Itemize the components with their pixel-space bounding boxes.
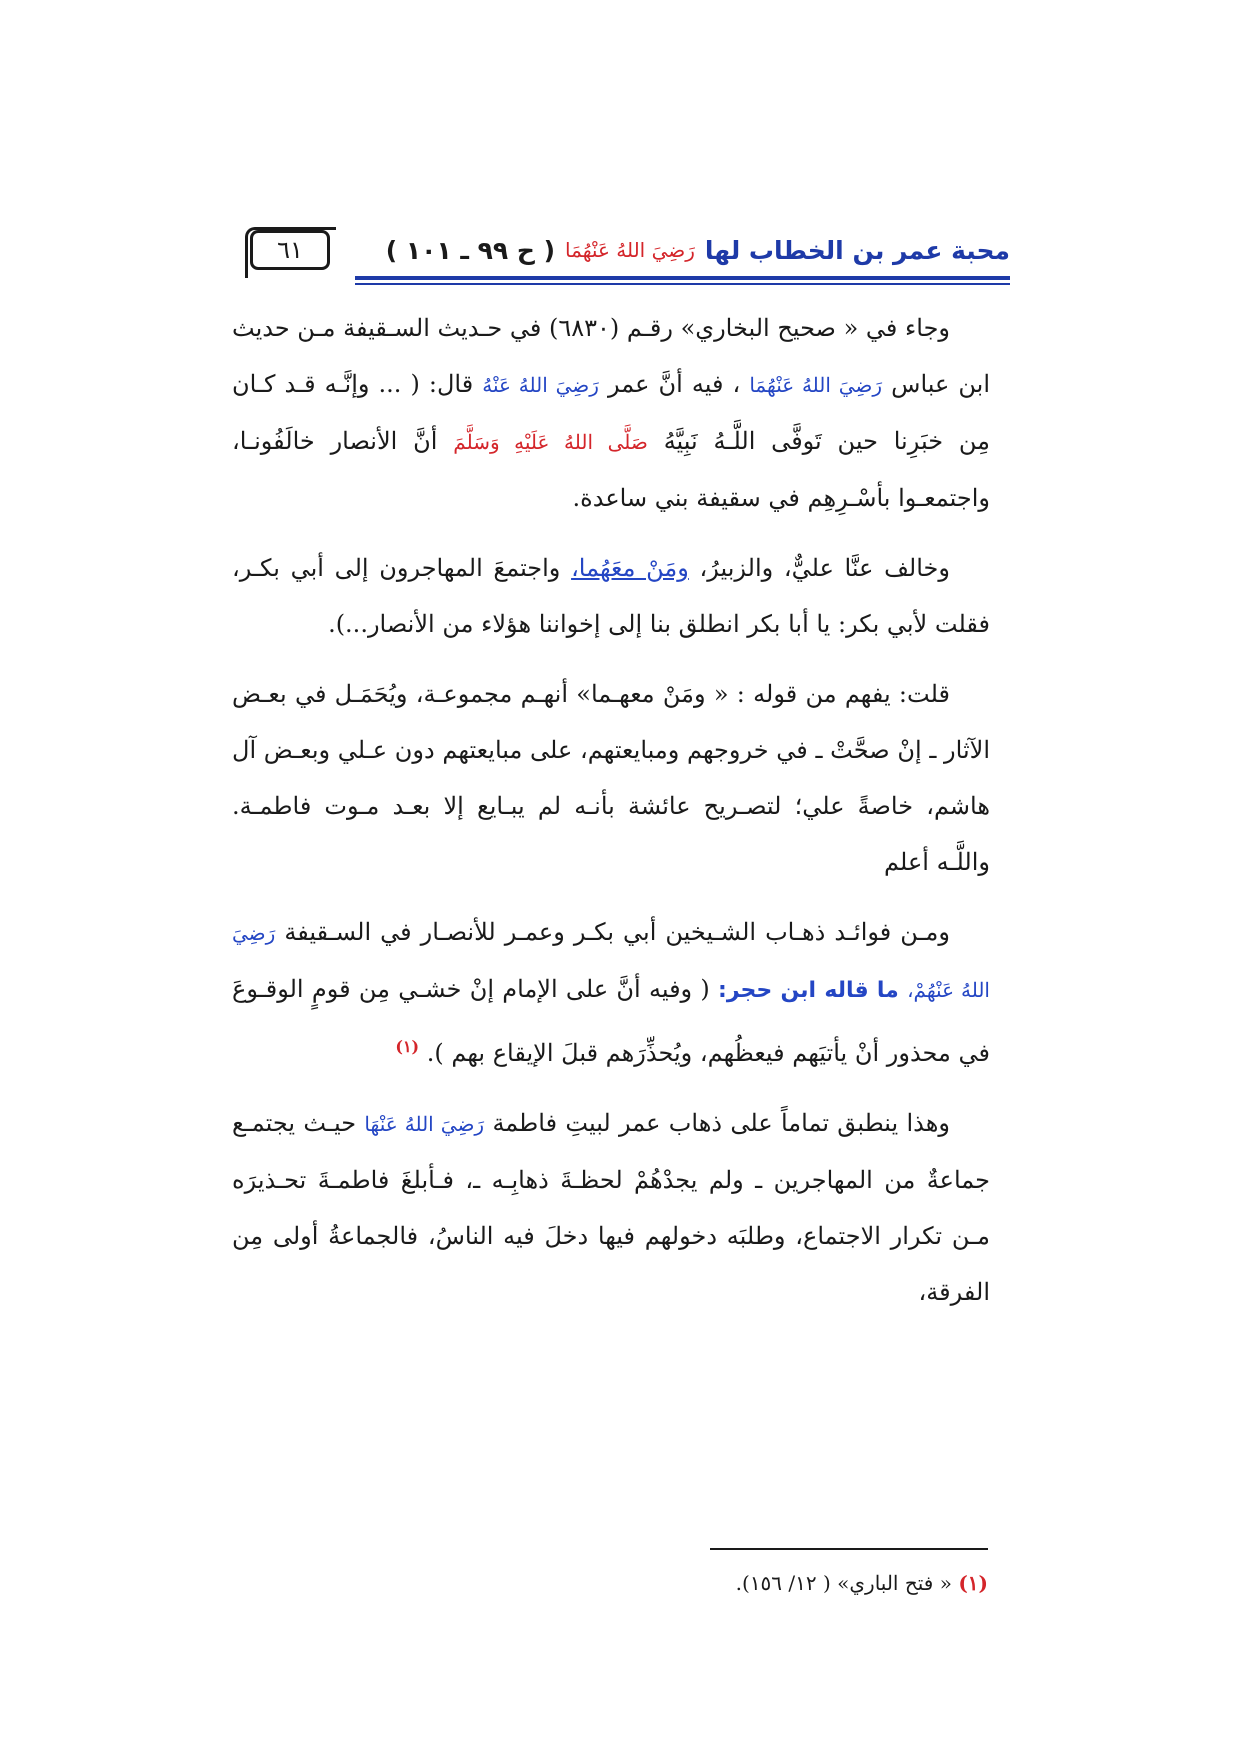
paragraph-1 bbox=[232, 300, 990, 526]
p1-text-d: أنَّ الأنصار خالَفُونـا، واجتمعـوا بأسْـرِهِم في سقيفة بني ساعدة. bbox=[232, 427, 990, 512]
honorific-companions: رَضِيَ اللهُ عَنْهُمْ، bbox=[232, 921, 990, 1002]
p2-text-a: وخالف عنَّا عليٌّ، والزبيرُ، bbox=[699, 554, 950, 582]
p1-text-c: قال: ( ... وإنَّـه قـد كـان مِن خبَرِنا حين تَوفَّى اللَّـهُ نَبِيَّهُ bbox=[232, 370, 990, 455]
honorific-ibn-abbas: رَضِيَ اللهُ عَنْهُمَا bbox=[749, 373, 883, 397]
page-number-box bbox=[250, 230, 330, 270]
p4-text-a: ومـن فوائـد ذهـاب الشـيخين أبي بكـر وعمـر للأنصـار في السـقيفة bbox=[284, 918, 950, 946]
paragraph-4 bbox=[232, 904, 990, 1081]
title-underline bbox=[355, 276, 1010, 280]
honorific-prophet: صَلَّى اللهُ عَلَيْهِ وَسَلَّمَ bbox=[453, 430, 648, 454]
title-hadith-range: ( ح ٩٩ ـ ١٠١ ) bbox=[385, 235, 556, 265]
title-honorific: رَضِيَ اللهُ عَنْهُمَا bbox=[565, 238, 695, 262]
title-text: محبة عمر بن الخطاب لها bbox=[704, 235, 1010, 265]
footnote-text: « فتح الباري» ( ١٢/ ١٥٦). bbox=[735, 1571, 952, 1595]
footnote-number: (١) bbox=[958, 1571, 988, 1595]
p1-text-b: ، فيه أنَّ عمر bbox=[607, 370, 741, 398]
quote-source: ما قاله ابن حجر: bbox=[718, 978, 899, 1003]
paragraph-2 bbox=[232, 540, 990, 652]
p3-text: قلت: يفهم من قوله : « ومَنْ معهـما» أنهـم مجموعـة، ويُحَمَـل في بعـض الآثار ـ إنْ صحَّتْ ـ في خروجهم ومبايعتهم، على مبايعتهم دون عـلي وبعـض آل هاشم، خاصةً علي؛ لتصـريح عائشة بأنـه لم يبـايع إلا بعـد مـوت فاطمـة. واللَّـه أعلم bbox=[232, 680, 990, 876]
page-number: ٦١ bbox=[277, 236, 303, 264]
footnote bbox=[736, 1565, 988, 1601]
p2-highlight: ومَنْ معَهُما، bbox=[571, 554, 689, 582]
body-text bbox=[232, 300, 990, 1334]
page-header bbox=[250, 230, 1010, 290]
p5-text-a: وهذا ينطبق تماماً على ذهاب عمر لبيتِ فاطمة bbox=[492, 1109, 951, 1137]
p4-text-b: ( وفيه أنَّ على الإمام إنْ خشـي مِن قومٍ الوقـوعَ في محذور أنْ يأتيَهم فيعظُهم، ويُحذِّرَهم قبلَ الإيقاع بهم ). bbox=[232, 975, 990, 1067]
honorific-fatima: رَضِيَ اللهُ عَنْهَا bbox=[364, 1112, 485, 1136]
paragraph-5 bbox=[232, 1095, 990, 1320]
footnote-reference[interactable]: (١) bbox=[395, 1037, 420, 1056]
footnote-divider bbox=[710, 1548, 988, 1550]
title-underline-thin bbox=[355, 283, 1010, 285]
paragraph-3 bbox=[232, 666, 990, 890]
page-title bbox=[386, 230, 1010, 270]
honorific-umar: رَضِيَ اللهُ عَنْهُ bbox=[482, 373, 599, 397]
p5-text-b: حيـث يجتمـع جماعةٌ من المهاجرين ـ ولم يجدْهُمْ لحظـةَ ذهابِـه ـ، فـأبلغَ فاطمـةَ تحـذيرَه مـن تكرار الاجتماع، وطلبَه دخولهم فيها دخلَ فيه الناسُ، فالجماعةُ أولى مِن الفرقة، bbox=[232, 1109, 990, 1306]
p1-text-a: وجاء في « صحيح البخاري» رقـم (٦٨٣٠) في حـديث السـقيفة مـن حديث ابن عباس bbox=[232, 314, 990, 398]
p2-text-b: واجتمعَ المهاجرون إلى أبي بكـر، فقلت لأبي بكر: يا أبا بكر انطلق بنا إلى إخواننا هؤلاء من الأنصار...). bbox=[232, 554, 990, 638]
